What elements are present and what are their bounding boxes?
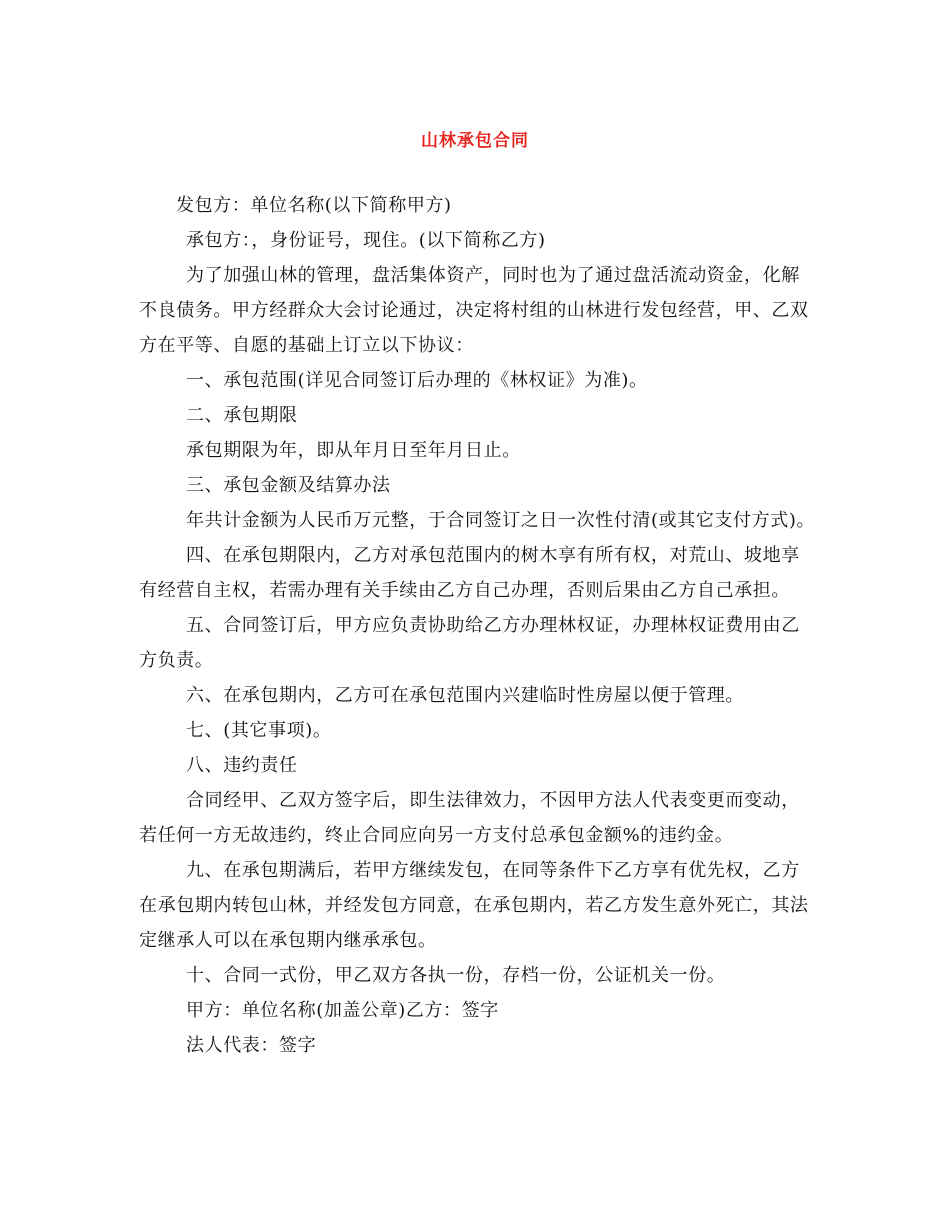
clause-heading: 七、(其它事项)。 — [186, 720, 332, 741]
paragraph-line: 承包期限为年，即从年月日至年月日止。 — [186, 440, 521, 461]
clause-heading: 二、承包期限 — [186, 405, 298, 426]
clause-heading: 四、在承包期限内，乙方对承包范围内的树木享有所有权，对荒山、坡地享 — [186, 545, 800, 566]
signature-line: 法人代表：签字 — [186, 1035, 317, 1056]
signature-line: 甲方：单位名称(加盖公章)乙方：签字 — [186, 1000, 499, 1021]
paragraph-line: 在承包期内转包山林，并经发包方同意，在承包期内，若乙方发生意外死亡，其法 — [139, 895, 809, 916]
clause-heading: 一、承包范围(详见合同签订后办理的《林权证》为准)。 — [186, 370, 648, 391]
paragraph-line: 为了加强山林的管理，盘活集体资产，同时也为了通过盘活流动资金，化解 — [186, 265, 800, 286]
paragraph-line: 若任何一方无故违约，终止合同应向另一方支付总承包金额%的违约金。 — [139, 825, 734, 846]
clause-heading: 五、合同签订后，甲方应负责协助给乙方办理林权证，办理林权证费用由乙 — [186, 615, 800, 636]
clause-heading: 三、承包金额及结算办法 — [186, 475, 391, 496]
party-a-line: 发包方：单位名称(以下简称甲方) — [176, 195, 452, 216]
clause-heading: 九、在承包期满后，若甲方继续发包，在同等条件下乙方享有优先权，乙方 — [186, 860, 800, 881]
clause-heading: 六、在承包期内，乙方可在承包范围内兴建临时性房屋以便于管理。 — [186, 685, 744, 706]
clause-heading: 八、违约责任 — [186, 755, 298, 776]
paragraph-line: 年共计金额为人民币万元整，于合同签订之日一次性付清(或其它支付方式)。 — [186, 510, 816, 531]
paragraph-line: 定继承人可以在承包期内继承承包。 — [139, 930, 437, 951]
paragraph-line: 方在平等、自愿的基础上订立以下协议： — [139, 335, 474, 356]
paragraph-line: 有经营自主权，若需办理有关手续由乙方自己办理，否则后果由乙方自己承担。 — [139, 580, 790, 601]
clause-heading: 十、合同一式份，甲乙双方各执一份，存档一份，公证机关一份。 — [186, 965, 726, 986]
party-b-line: 承包方：，身份证号，现住。(以下简称乙方) — [186, 230, 546, 251]
document-title: 山林承包合同 — [421, 131, 529, 151]
paragraph-line: 不良债务。甲方经群众大会讨论通过，决定将村组的山林进行发包经营，甲、乙双 — [139, 300, 809, 321]
paragraph-line: 合同经甲、乙双方签字后，即生法律效力，不因甲方法人代表变更而变动， — [186, 790, 800, 811]
paragraph-line: 方负责。 — [139, 650, 214, 671]
